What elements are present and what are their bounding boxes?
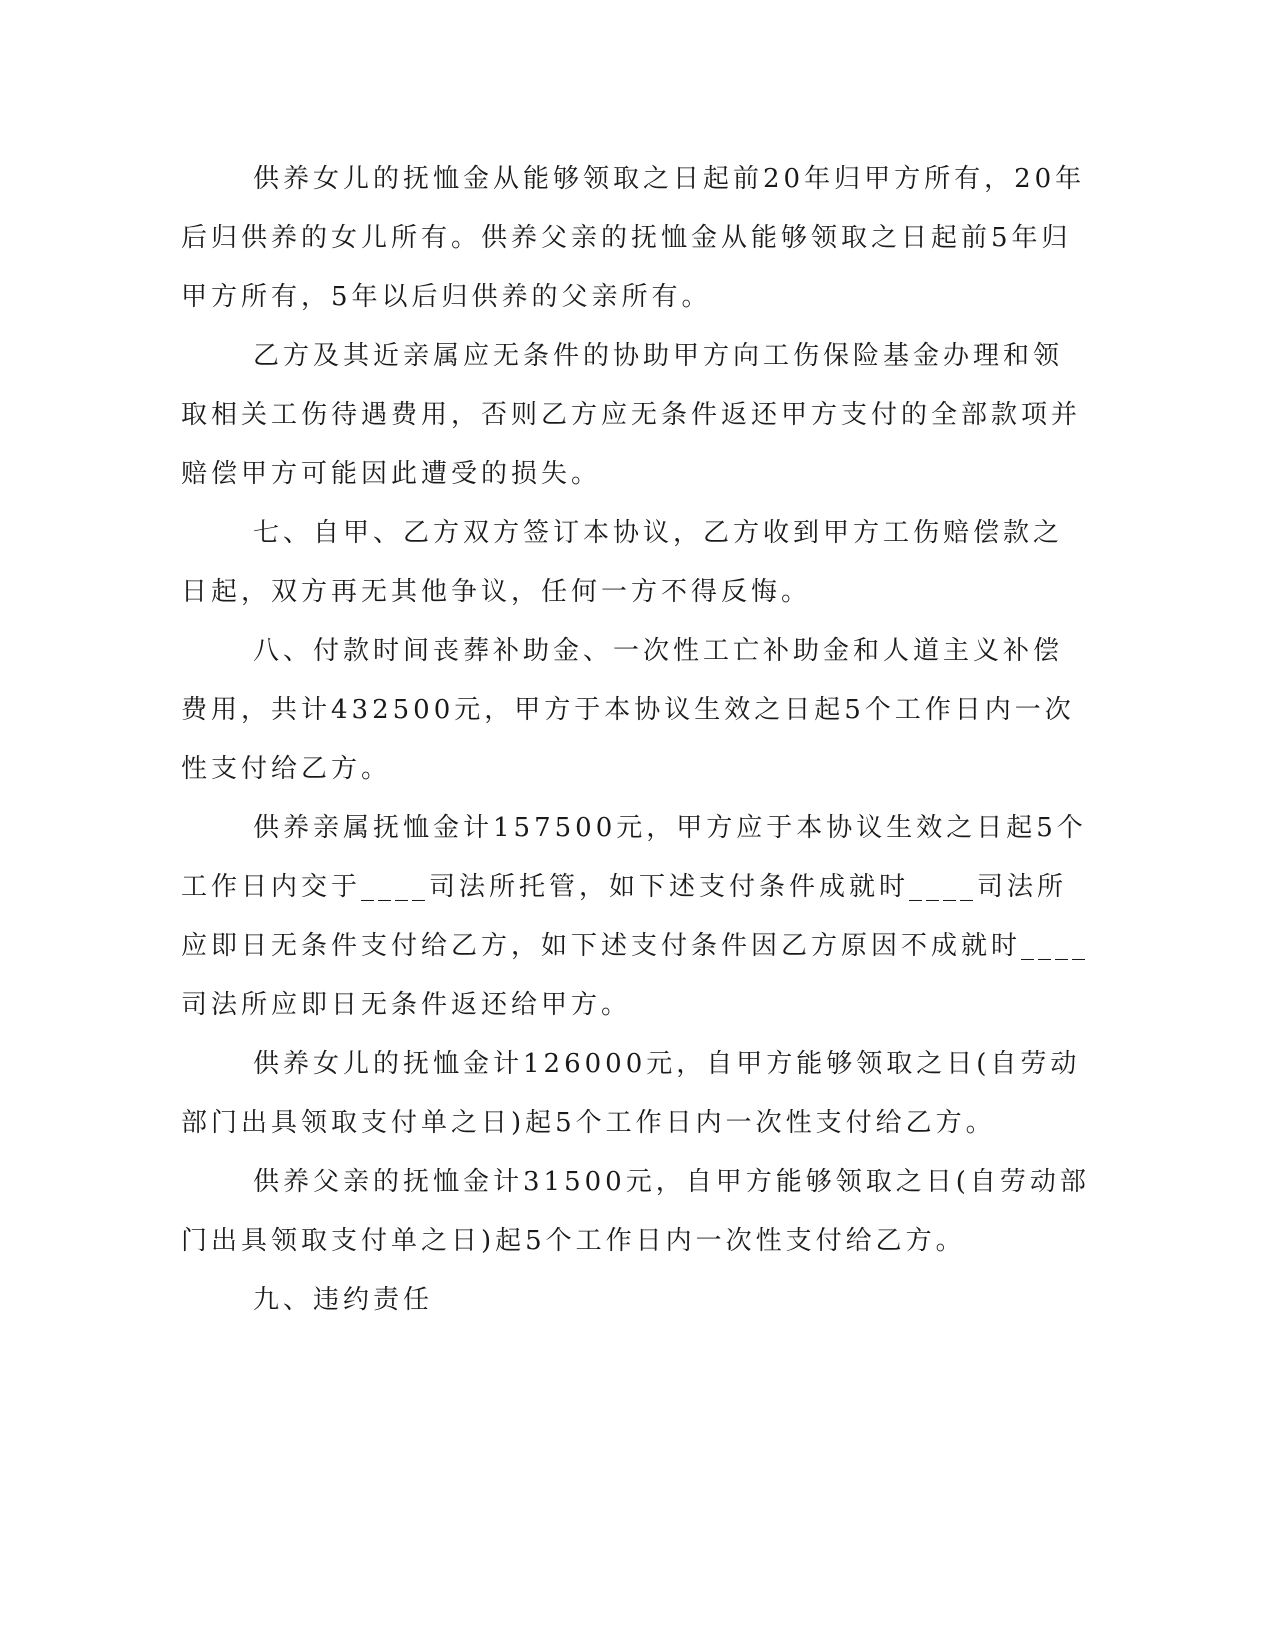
paragraph-clause-eight-payment-time: 八、付款时间丧葬补助金、一次性工亡补助金和人道主义补偿费用，共计432500元，甲方于本协议生效之日起5个工作日内一次性支付给乙方。 (181, 636, 1075, 784)
paragraph-clause-seven: 七、自甲、乙方双方签订本协议，乙方收到甲方工伤赔偿款之日起，双方再无其他争议，任何一方不得反悔。 (181, 518, 1064, 607)
document-body (181, 150, 1091, 1330)
paragraph-assistance-obligation: 乙方及其近亲属应无条件的协助甲方向工伤保险基金办理和领取相关工伤待遇费用，否则乙方应无条件返还甲方支付的全部款项并赔偿甲方可能因此遭受的损失。 (181, 341, 1082, 489)
paragraph-daughter-pension-ownership: 供养女儿的抚恤金从能够领取之日起前20年归甲方所有，20年后归供养的女儿所有。供养父亲的抚恤金从能够领取之日起前5年归甲方所有，5年以后归供养的父亲所有。 (181, 164, 1086, 312)
paragraph-dependent-pension-escrow: 供养亲属抚恤金计157500元，甲方应于本协议生效之日起5个工作日内交于____司法所托管，如下述支付条件成就时____司法所应即日无条件支付给乙方，如下述支付条件因乙方原因不成就时____司法所应即日无条件返还给甲方。 (181, 813, 1090, 1020)
paragraph-clause-nine-heading: 九、违约责任 (253, 1285, 434, 1315)
paragraph-daughter-pension-amount: 供养女儿的抚恤金计126000元，自甲方能够领取之日(自劳动部门出具领取支付单之日)起5个工作日内一次性支付给乙方。 (181, 1049, 1081, 1138)
paragraph-father-pension-amount: 供养父亲的抚恤金计31500元，自甲方能够领取之日(自劳动部门出具领取支付单之日)起5个工作日内一次性支付给乙方。 (181, 1167, 1090, 1256)
